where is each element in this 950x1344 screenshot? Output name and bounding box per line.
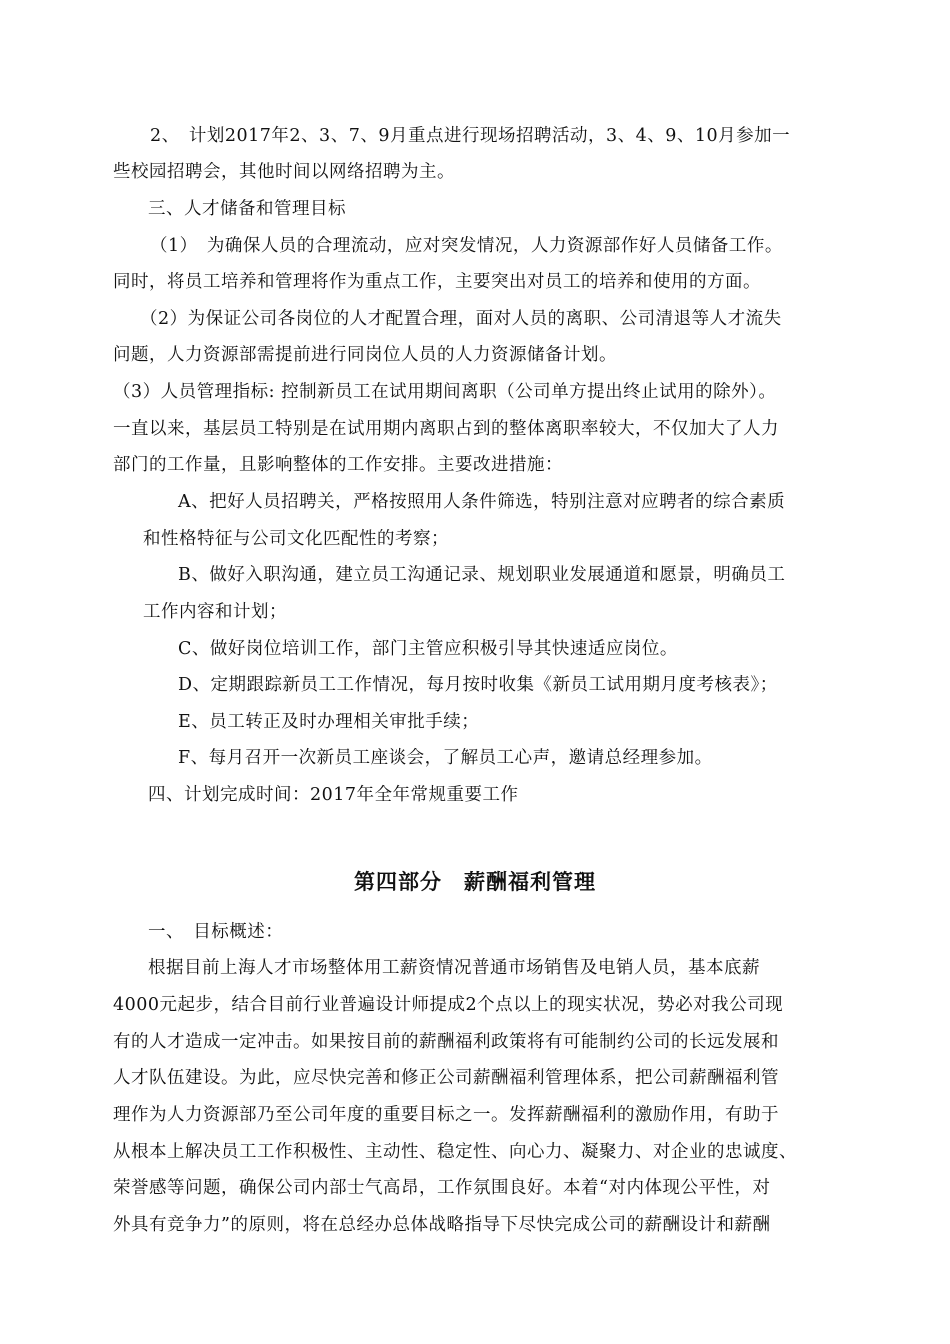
text-line: （2）为保证公司各岗位的人才配置合理，面对人员的离职、公司清退等人才流失 [140,309,782,329]
list-item-continuation: 工作内容和计划； [143,602,287,622]
list-item: C、做好岗位培训工作，部门主管应积极引导其快速适应岗位。 [178,639,678,659]
section-heading: 三、人才储备和管理目标 [148,199,346,219]
text-line: 人才队伍建设。为此，应尽快完善和修正公司薪酬福利管理体系，把公司薪酬福利管 [113,1068,779,1088]
list-item: A、把好人员招聘关，严格按照用人条件筛选，特别注意对应聘者的综合素质 [178,492,786,512]
list-item: F、每月召开一次新员工座谈会，了解员工心声，邀请总经理参加。 [178,748,713,768]
text-line: 荣誉感等问题，确保公司内部士气高昂，工作氛围良好。本着“对内体现公平性，对 [113,1178,771,1198]
list-item-continuation: 和性格特征与公司文化匹配性的考察； [143,529,449,549]
text-line: 部门的工作量，且影响整体的工作安排。主要改进措施： [113,455,563,475]
section-heading: 四、计划完成时间：2017年全年常规重要工作 [148,785,519,805]
text-line: 4000元起步，结合目前行业普遍设计师提成2个点以上的现实状况，势必对我公司现 [113,995,784,1015]
list-item: B、做好入职沟通，建立员工沟通记录、规划职业发展通道和愿景，明确员工 [178,565,786,585]
section-heading: 一、 目标概述： [148,922,284,942]
text-line: 问题，人力资源部需提前进行同岗位人员的人力资源储备计划。 [113,345,617,365]
list-item: D、定期跟踪新员工工作情况，每月按时收集《新员工试用期月度考核表》； [178,675,778,695]
text-line: 些校园招聘会，其他时间以网络招聘为主。 [113,162,455,182]
part-title: 第四部分 薪酬福利管理 [354,869,596,894]
text-line: 根据目前上海人才市场整体用工薪资情况普通市场销售及电销人员，基本底薪 [148,958,760,978]
text-line: 2、 计划2017年2、3、7、9月重点进行现场招聘活动，3、4、9、10月参加一 [150,126,791,146]
list-item: E、员工转正及时办理相关审批手续； [178,712,480,732]
text-line: 外具有竞争力”的原则，将在总经办总体战略指导下尽快完成公司的薪酬设计和薪酬 [113,1215,771,1235]
text-line: 有的人才造成一定冲击。如果按目前的薪酬福利政策将有可能制约公司的长远发展和 [113,1032,779,1052]
text-line: 一直以来，基层员工特别是在试用期内离职占到的整体离职率较大，不仅加大了人力 [113,419,779,439]
text-line: （1） 为确保人员的合理流动，应对突发情况，人力资源部作好人员储备工作。 [150,236,783,256]
text-line: 理作为人力资源部乃至公司年度的重要目标之一。发挥薪酬福利的激励作用，有助于 [113,1105,779,1125]
text-line: （3）人员管理指标: 控制新员工在试用期间离职（公司单方提出终止试用的除外）。 [113,382,777,402]
text-line: 同时，将员工培养和管理将作为重点工作，主要突出对员工的培养和使用的方面。 [113,272,761,292]
text-line: 从根本上解决员工工作积极性、主动性、稳定性、向心力、凝聚力、对企业的忠诚度、 [113,1142,797,1162]
